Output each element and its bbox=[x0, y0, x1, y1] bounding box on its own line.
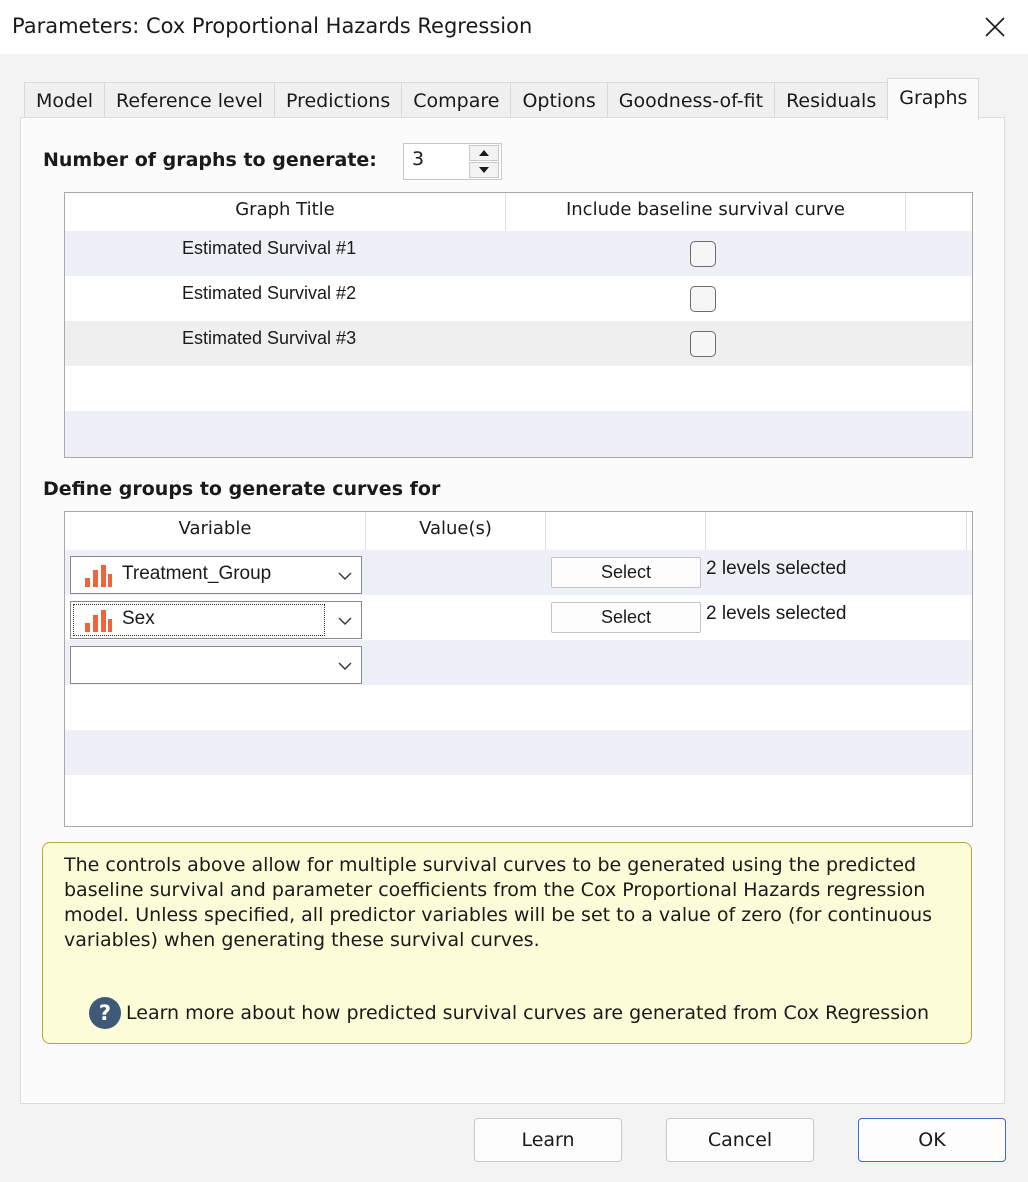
help-link[interactable] bbox=[89, 997, 929, 1029]
empty-row bbox=[65, 775, 972, 820]
graph-count-value[interactable]: 3 bbox=[412, 148, 425, 170]
tab-bar bbox=[24, 78, 979, 118]
col-header-select bbox=[546, 512, 706, 550]
learn-button[interactable]: Learn bbox=[474, 1118, 622, 1162]
select-levels-button[interactable]: Select bbox=[551, 557, 701, 588]
graph-count-spinner[interactable] bbox=[403, 143, 502, 180]
table-row bbox=[65, 640, 972, 685]
variable-name: Sex bbox=[122, 608, 155, 629]
graphs-grid bbox=[64, 192, 973, 458]
col-header-status bbox=[706, 512, 967, 550]
table-row bbox=[65, 231, 972, 276]
select-levels-button[interactable]: Select bbox=[551, 602, 701, 633]
graph-title-cell[interactable]: Estimated Survival #2 bbox=[182, 283, 357, 303]
groups-heading: Define groups to generate curves for bbox=[43, 478, 441, 500]
help-icon: ? bbox=[89, 997, 121, 1029]
baseline-checkbox[interactable] bbox=[690, 286, 716, 312]
groups-grid bbox=[64, 511, 973, 827]
col-header-values: Value(s) bbox=[366, 512, 546, 550]
spin-down-button[interactable] bbox=[469, 162, 499, 178]
baseline-checkbox[interactable] bbox=[690, 331, 716, 357]
categorical-variable-icon bbox=[84, 610, 112, 632]
spin-up-button[interactable] bbox=[469, 145, 499, 161]
help-link-text[interactable]: Learn more about how predicted survival curves are generated from Cox Regression bbox=[126, 1002, 930, 1024]
close-icon bbox=[984, 16, 1006, 38]
chevron-down-icon bbox=[337, 613, 353, 629]
variable-dropdown[interactable] bbox=[70, 646, 362, 684]
col-header-variable: Variable bbox=[65, 512, 366, 550]
tab-residuals[interactable]: Residuals bbox=[774, 82, 887, 122]
graph-title-cell[interactable]: Estimated Survival #3 bbox=[182, 328, 357, 348]
ok-button[interactable]: OK bbox=[858, 1118, 1006, 1162]
info-box bbox=[42, 842, 972, 1044]
empty-row bbox=[65, 411, 972, 458]
tab-goodness-of-fit[interactable]: Goodness-of-fit bbox=[607, 82, 774, 122]
triangle-up-icon bbox=[478, 149, 490, 157]
variable-name: Treatment_Group bbox=[122, 563, 272, 584]
empty-row bbox=[65, 730, 972, 775]
tab-options[interactable]: Options bbox=[510, 82, 606, 122]
triangle-down-icon bbox=[478, 166, 490, 174]
graph-title-cell[interactable]: Estimated Survival #1 bbox=[182, 238, 357, 258]
table-row bbox=[65, 595, 972, 640]
tab-predictions[interactable]: Predictions bbox=[274, 82, 401, 122]
window-title: Parameters: Cox Proportional Hazards Regression bbox=[12, 14, 533, 38]
table-row bbox=[65, 276, 972, 321]
empty-row bbox=[65, 685, 972, 730]
col-header-empty bbox=[906, 193, 972, 231]
levels-status: 2 levels selected bbox=[706, 558, 847, 579]
table-row bbox=[65, 550, 972, 595]
col-header-graph-title: Graph Title bbox=[65, 193, 506, 231]
title-bar bbox=[0, 0, 1028, 54]
info-text: The controls above allow for multiple survival curves to be generated using the predicted baseline survival and parameter coefficients from the Cox Proportional Hazards regression model. Unless specified, all predictor variables will be set to a value of zero (for continuous variables) when generating these survival curves. bbox=[64, 854, 933, 951]
variable-dropdown[interactable] bbox=[70, 601, 362, 639]
graph-count-label: Number of graphs to generate: bbox=[43, 149, 377, 171]
baseline-checkbox[interactable] bbox=[690, 241, 716, 267]
col-header-baseline: Include baseline survival curve bbox=[506, 193, 906, 231]
empty-row bbox=[65, 366, 972, 411]
table-row bbox=[65, 321, 972, 366]
tab-graphs[interactable]: Graphs bbox=[887, 78, 979, 120]
tab-compare[interactable]: Compare bbox=[401, 82, 510, 122]
levels-status: 2 levels selected bbox=[706, 603, 847, 624]
chevron-down-icon bbox=[337, 658, 353, 674]
categorical-variable-icon bbox=[84, 565, 112, 587]
close-button[interactable] bbox=[972, 6, 1018, 48]
tab-model[interactable]: Model bbox=[24, 82, 104, 122]
tab-reference-level[interactable]: Reference level bbox=[104, 82, 274, 122]
variable-dropdown[interactable] bbox=[70, 556, 362, 594]
chevron-down-icon bbox=[337, 568, 353, 584]
cancel-button[interactable]: Cancel bbox=[666, 1118, 814, 1162]
